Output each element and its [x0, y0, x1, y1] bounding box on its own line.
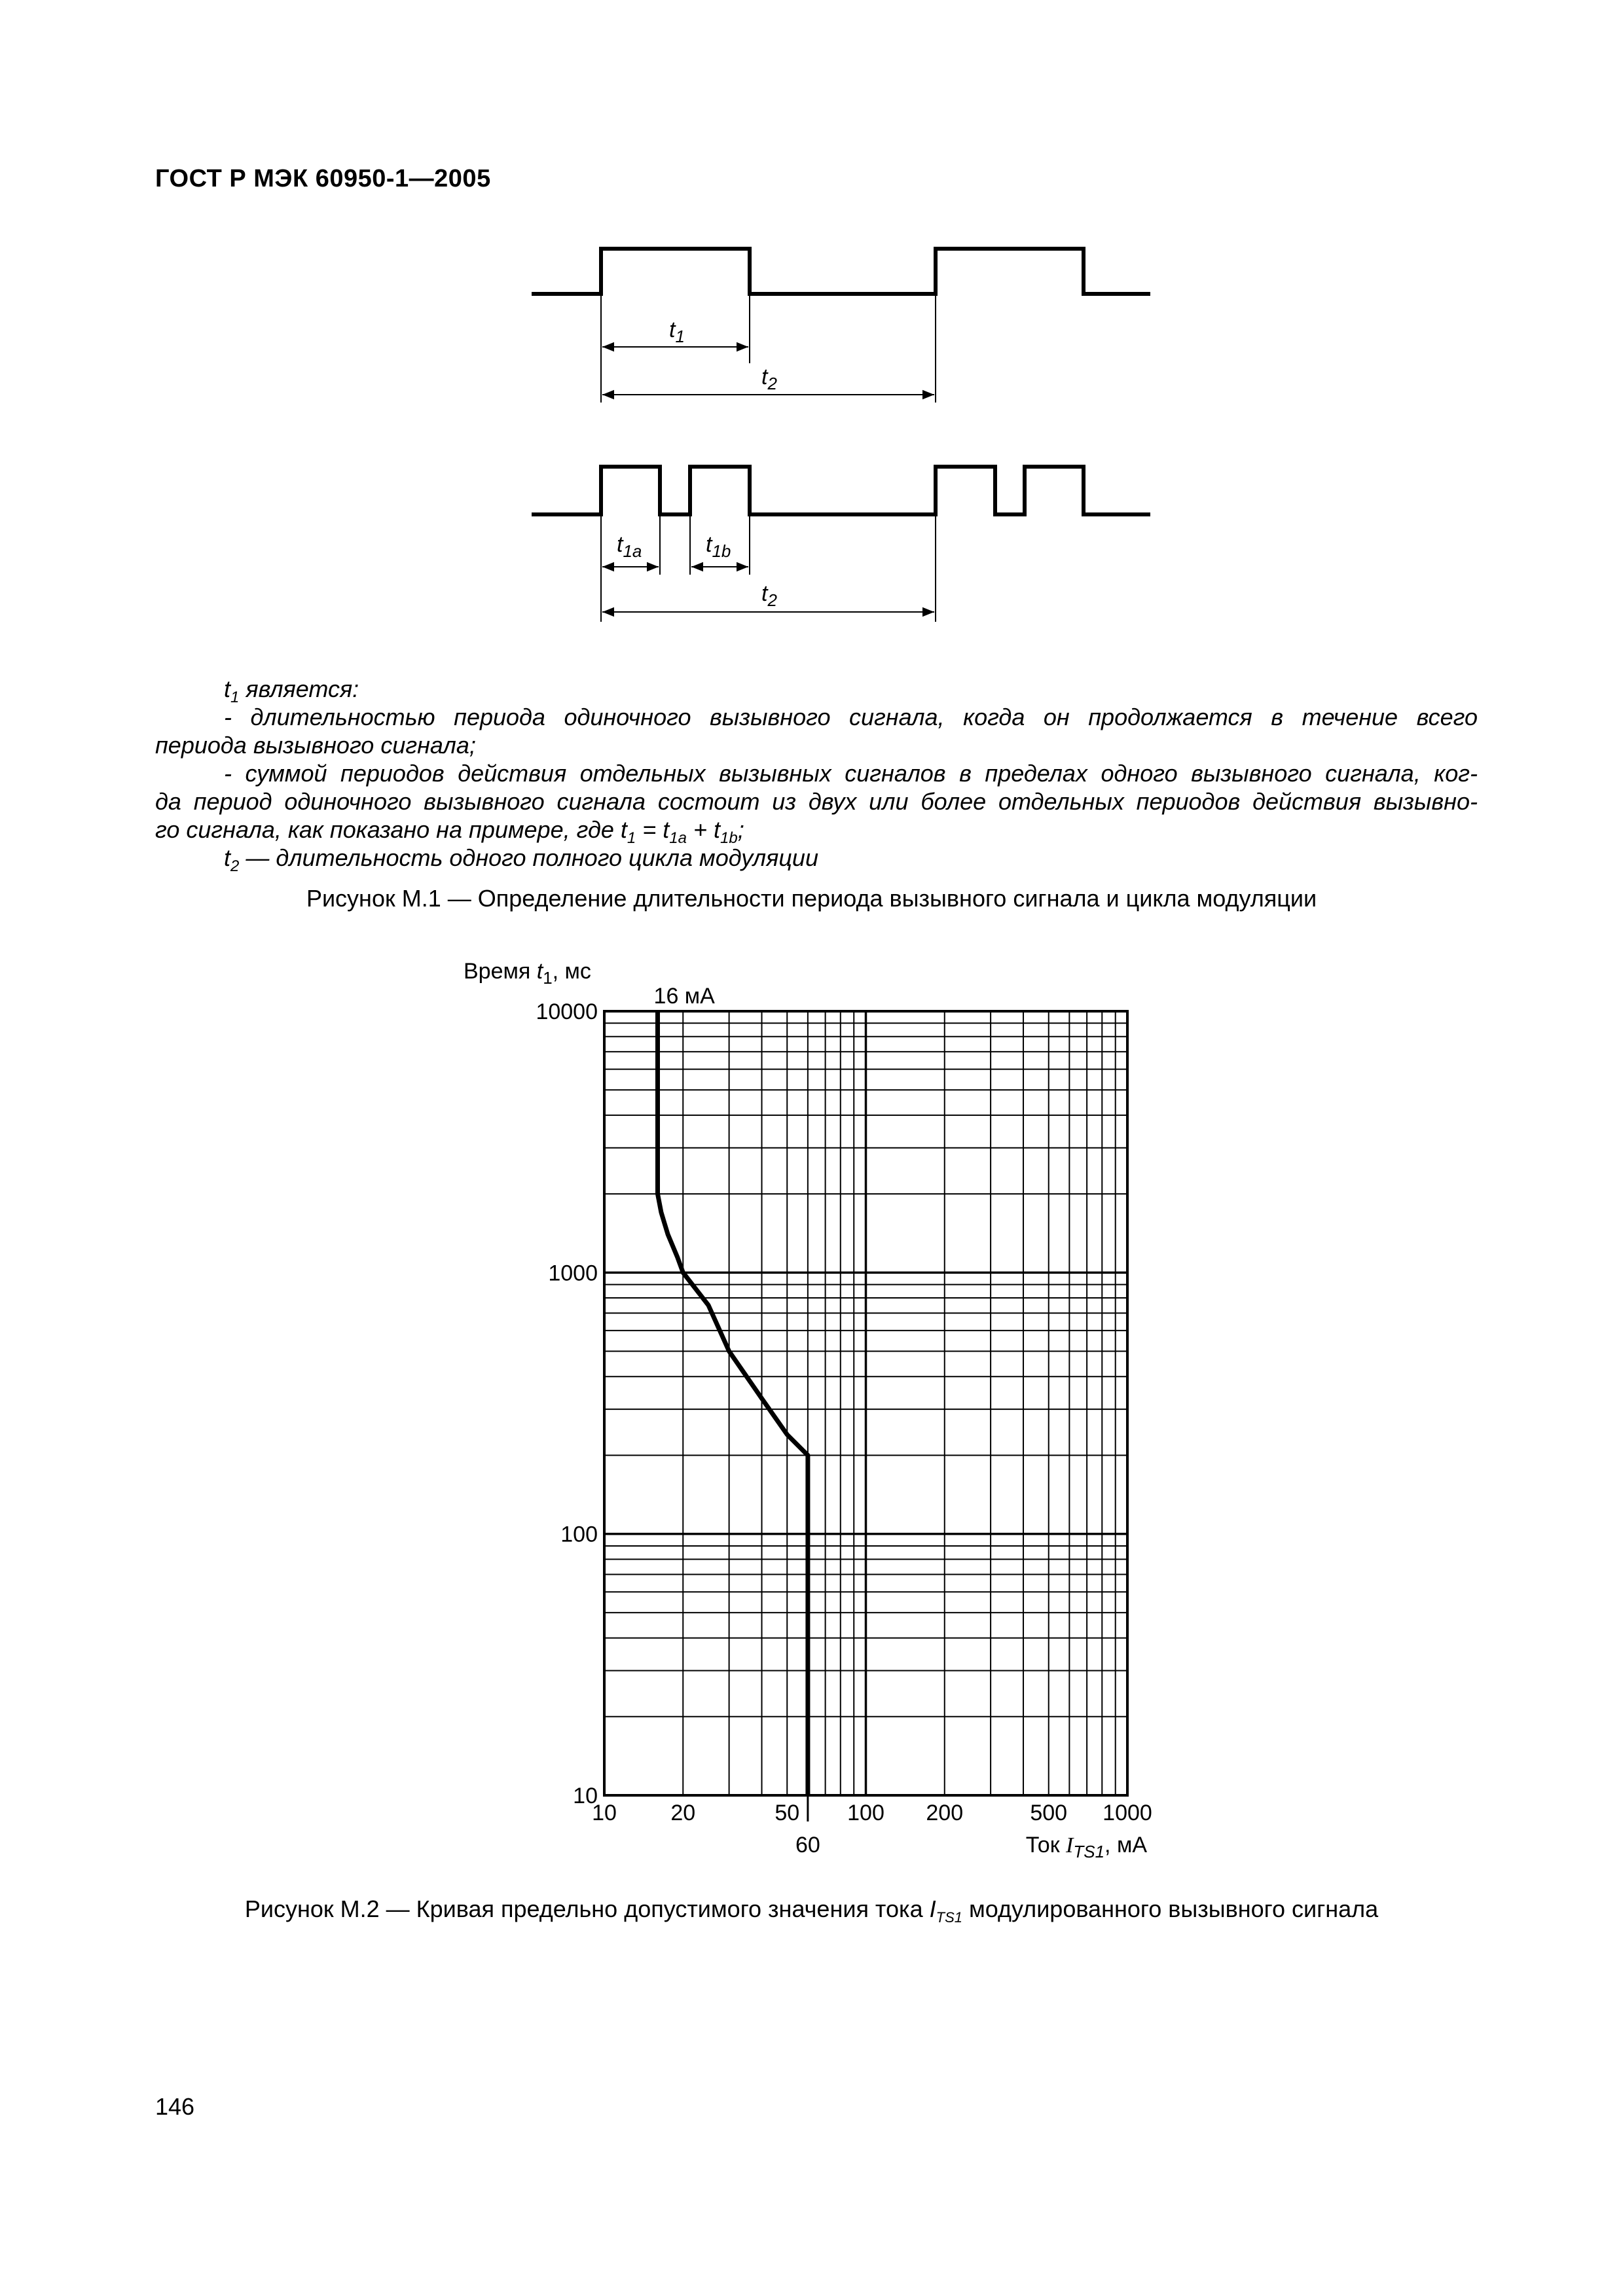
x-tick-label: 20: [670, 1801, 696, 1825]
note-line-2: - длительностью периода одиночного вызывного сигнала, когда он продолжается в течение всего: [224, 704, 1478, 730]
curve-label: 16 мА: [653, 984, 715, 1009]
waveform-single: [532, 249, 1150, 294]
t2-label-2: $t_2$: [761, 581, 777, 610]
waveform-multiple: [532, 467, 1150, 514]
note-line-5: да период одиночного вызывного сигнала состоит из двух или более отдельных периодов действия вызывно-: [155, 788, 1478, 815]
note-line-3: периода вызывного сигнала;: [155, 732, 476, 759]
document-header: ГОСТ Р МЭК 60950-1—2005: [155, 165, 491, 192]
x-tick-label: 100: [847, 1801, 884, 1825]
note-line-4: - суммой периодов действия отдельных вызывных сигналов в пределах одного вызывного сигнала, ког-: [224, 760, 1478, 787]
note-t2-definition: $t_2$ — длительность одного полного цикла модуляции: [224, 844, 818, 876]
x-tick-label: 60: [795, 1833, 820, 1857]
x-tick-label: 500: [1030, 1801, 1068, 1825]
x-tick-label: 50: [775, 1801, 800, 1825]
y-tick-label: 10: [573, 1784, 598, 1808]
timing-diagram: [0, 0, 1623, 655]
t1-label: $t_1$: [669, 317, 685, 346]
current-time-chart: [0, 916, 1623, 1885]
y-tick-label: 1000: [548, 1261, 598, 1286]
t1a-label: $t_{1a}$: [617, 532, 642, 561]
y-tick-label: 100: [560, 1522, 598, 1547]
x-tick-label: 200: [926, 1801, 964, 1825]
y-tick-label: 10000: [536, 999, 598, 1024]
x-tick-label: 10: [592, 1801, 617, 1825]
note-line-6: го сигнала, как показано на примере, где $t_1 = t_{1a} + t_{1b}$;: [155, 816, 744, 848]
x-axis-label: Ток $I_{TS1}$, мА: [1025, 1833, 1147, 1861]
t1b-label: $t_{1b}$: [706, 532, 731, 561]
note-t1-intro: $t_1$ является:: [224, 675, 359, 707]
figure-m1-caption: Рисунок М.1 — Определение длительности периода вызывного сигнала и цикла модуляции: [306, 885, 1317, 912]
figure-m2-caption: Рисунок М.2 — Кривая предельно допустимого значения тока $I_{TS1}$ модулированного вызывного сигнала: [244, 1895, 1379, 1926]
x-tick-label: 1000: [1103, 1801, 1152, 1825]
page-number: 146: [155, 2093, 195, 2120]
limit-curve: [658, 1011, 808, 1795]
y-axis-label: Время $t_1$, мс: [464, 959, 591, 988]
t2-label: $t_2$: [761, 365, 777, 393]
